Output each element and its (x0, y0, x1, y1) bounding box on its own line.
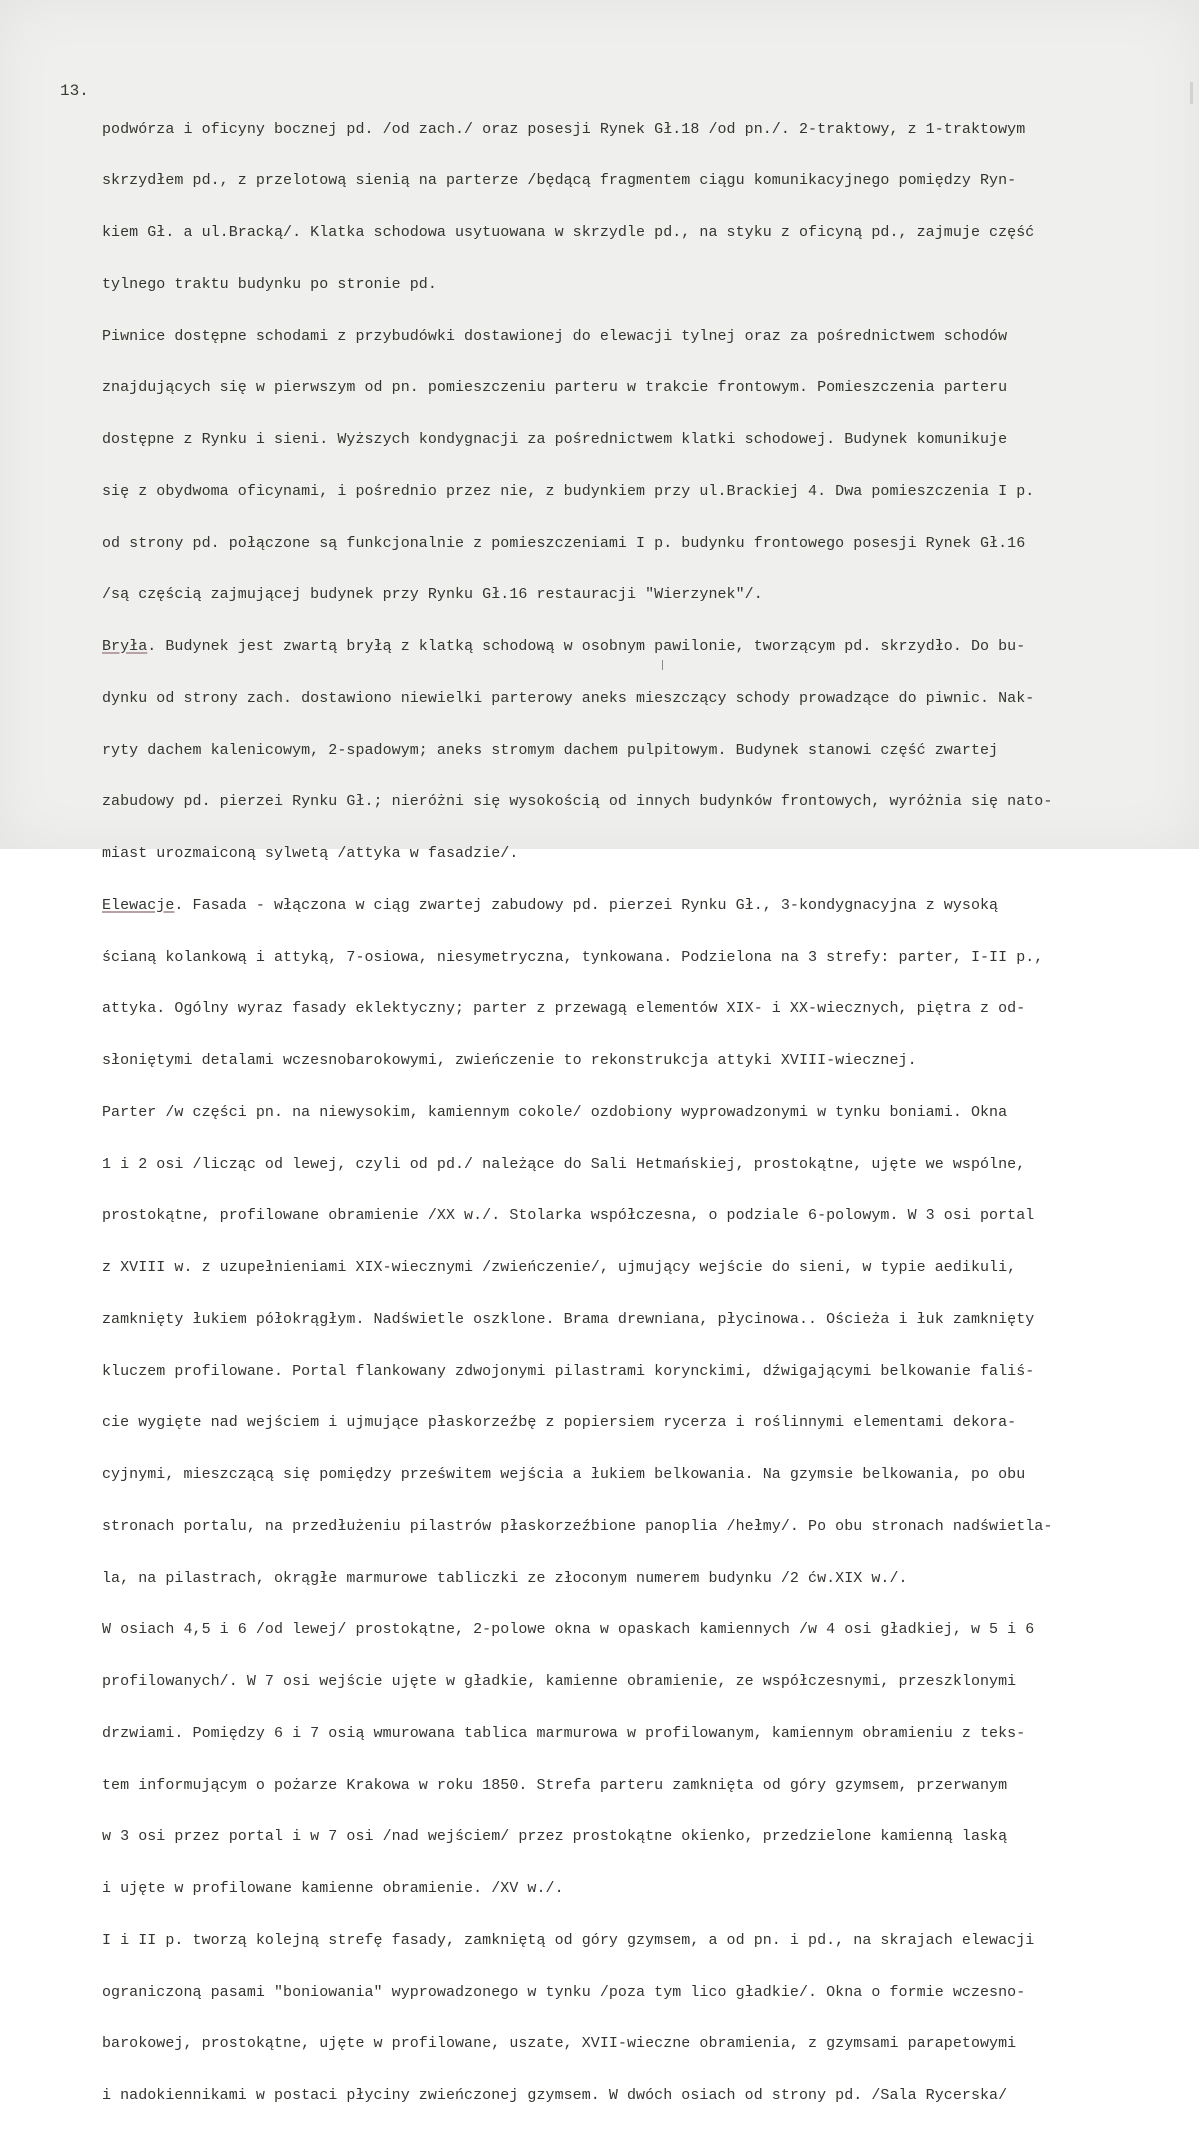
text-line: Piwnice dostępne schodami z przybudówki dostawionej do elewacji tylnej oraz za pośrednictwem schodów (102, 327, 1008, 345)
text-line: kiem Gł. a ul.Bracką/. Klatka schodowa usytuowana w skrzydle pd., na styku z oficyną pd., zajmuje część (102, 224, 1035, 241)
text-line: ograniczoną pasami "boniowania" wyprowadzonego w tynku /poza tym lico gładkie/. Okna o formie wczesno- (102, 1983, 1026, 2001)
text-line: skrzydłem pd., z przelotową sienią na parterze /będącą fragmentem ciągu komunikacyjnego pomiędzy Ryn- (102, 172, 1017, 190)
text-line: drzwiami. Pomiędzy 6 i 7 osią wmurowana tablica marmurowa w profilowanym, kamiennym obramieniu z teks- (102, 1724, 1026, 1742)
text-line: tylnego traktu budynku po stronie pd. (102, 275, 437, 293)
text-line: znajdujących się w pierwszym od pn. pomieszczeniu parteru w trakcie frontowym. Pomieszczenia parteru (102, 379, 1008, 397)
text-line: w 3 osi przez portal i w 7 osi /nad wejściem/ przez prostokątne okienko, przedzielone kamienną laską (102, 1828, 1008, 1846)
text-line: stronach portalu, na przedłużeniu pilastrów płaskorzeźbione panoplia /hełmy/. Po obu stronach nadświetla- (102, 1517, 1053, 1535)
text-line: cyjnymi, mieszczącą się pomiędzy prześwitem wejścia a łukiem belkowania. Na gzymsie belkowania, po obu (102, 1466, 1026, 1483)
text-line: W osiach 4,5 i 6 /od lewej/ prostokątne, 2-polowe okna w opaskach kamiennych /w 4 osi gładkiej, w 5 i 6 (102, 1621, 1035, 1639)
document-body (102, 86, 1052, 2139)
text-line: profilowanych/. W 7 osi wejście ujęte w gładkie, kamienne obramienie, ze współczesnymi, przeszklonymi (102, 1673, 1017, 1690)
text-line: słoniętymi detalami wczesnobarokowymi, zwieńczenie to rekonstrukcja attyki XVIII-wiecznej. (102, 1052, 917, 1069)
text-line: 1 i 2 osi /licząc od lewej, czyli od pd./ należące do Sali Hetmańskiej, prostokątne, ujęte we wspólne, (102, 1155, 1026, 1173)
section-heading: Bryła (102, 638, 148, 655)
text-line: barokowej, prostokątne, ujęte w profilowane, uszate, XVII-wieczne obramienia, z gzymsami parapetowymi (102, 2035, 1017, 2053)
text-line: la, na pilastrach, okrągłe marmurowe tabliczki ze złoconym numerem budynku /2 ćw.XIX w./. (102, 1569, 908, 1587)
text-line: się z obydwoma oficynami, i pośrednio przez nie, z budynkiem przy ul.Brackiej 4. Dwa pomieszczenia I p. (102, 482, 1035, 500)
text-line: zamknięty łukiem półokrągłym. Nadświetle oszklone. Brama drewniana, płycinowa.. Ościeża i łuk zamknięty (102, 1310, 1035, 1328)
item-number: 13. (60, 82, 89, 100)
text-line: i nadokiennikami w postaci płyciny zwieńczonej gzymsem. W dwóch osiach od strony pd. /Sala Rycerska/ (102, 2087, 1008, 2104)
text-line: ścianą kolankową i attyką, 7-osiowa, niesymetryczna, tynkowana. Podzielona na 3 strefy: parter, I-II p., (102, 948, 1044, 966)
text-line: Parter /w części pn. na niewysokim, kamiennym cokole/ ozdobiony wyprowadzonymi w tynku boniami. Okna (102, 1103, 1008, 1121)
text-line: podwórza i oficyny bocznej pd. /od zach./ oraz posesji Rynek Gł.18 /od pn./. 2-traktowy, z 1-traktowym (102, 120, 1026, 138)
section-heading-elewacje-line: Elewacje. Fasada - włączona w ciąg zwartej zabudowy pd. pierzei Rynku Gł., 3-kondygnacyjna z wysoką (102, 896, 999, 914)
pencil-mark (662, 660, 663, 670)
text-line: od strony pd. połączone są funkcjonalnie z pomieszczeniami I p. budynku frontowego posesji Rynek Gł.16 (102, 534, 1026, 552)
text-line: i ujęte w profilowane kamienne obramienie. /XV w./. (102, 1880, 564, 1897)
text-line: kluczem profilowane. Portal flankowany zdwojonymi pilastrami korynckimi, dźwigającymi belkowanie faliś- (102, 1362, 1035, 1380)
text-line: attyka. Ogólny wyraz fasady eklektyczny; parter z przewagą elementów XIX- i XX-wiecznych, piętra z od- (102, 1000, 1026, 1018)
text-line: zabudowy pd. pierzei Rynku Gł.; nieróżni się wysokością od innych budynków frontowych, wyróżnia się nato- (102, 793, 1053, 811)
page-edge-mark (1190, 82, 1193, 104)
text-line: /są częścią zajmującej budynek przy Rynku Gł.16 restauracji "Wierzynek"/. (102, 586, 763, 604)
text-line: dynku od strony zach. dostawiono niewielki parterowy aneks mieszczący schody prowadzące do piwnic. Nak- (102, 689, 1035, 707)
text-line: prostokątne, profilowane obramienie /XX w./. Stolarka współczesna, o podziale 6-polowym. W 3 osi portal (102, 1207, 1035, 1225)
text-line: ryty dachem kalenicowym, 2-spadowym; aneks stromym dachem pulpitowym. Budynek stanowi część zwartej (102, 741, 999, 759)
text-line: miast urozmaiconą sylwetą /attyka w fasadzie/. (102, 845, 519, 862)
text-line: I i II p. tworzą kolejną strefę fasady, zamkniętą od góry gzymsem, a od pn. i pd., na skrajach elewacji (102, 1931, 1035, 1949)
text-line: tem informującym o pożarze Krakowa w roku 1850. Strefa parteru zamknięta od góry gzymsem, przerwanym (102, 1776, 1008, 1794)
text-line: dostępne z Rynku i sieni. Wyższych kondygnacji za pośrednictwem klatki schodowej. Budynek komunikuje (102, 431, 1008, 448)
section-heading: Elewacje (102, 896, 175, 914)
text-line: cie wygięte nad wejściem i ujmujące płaskorzeźbę z popiersiem rycerza i roślinnymi elementami dekora- (102, 1414, 1017, 1432)
section-heading-bryla-line: Bryła. Budynek jest zwartą bryłą z klatką schodową w osobnym pawilonie, tworzącym pd. skrzydło. Do bu- (102, 638, 1026, 655)
text-line: z XVIII w. z uzupełnieniami XIX-wiecznymi /zwieńczenie/, ujmujący wejście do sieni, w typie aedikuli, (102, 1259, 1017, 1276)
